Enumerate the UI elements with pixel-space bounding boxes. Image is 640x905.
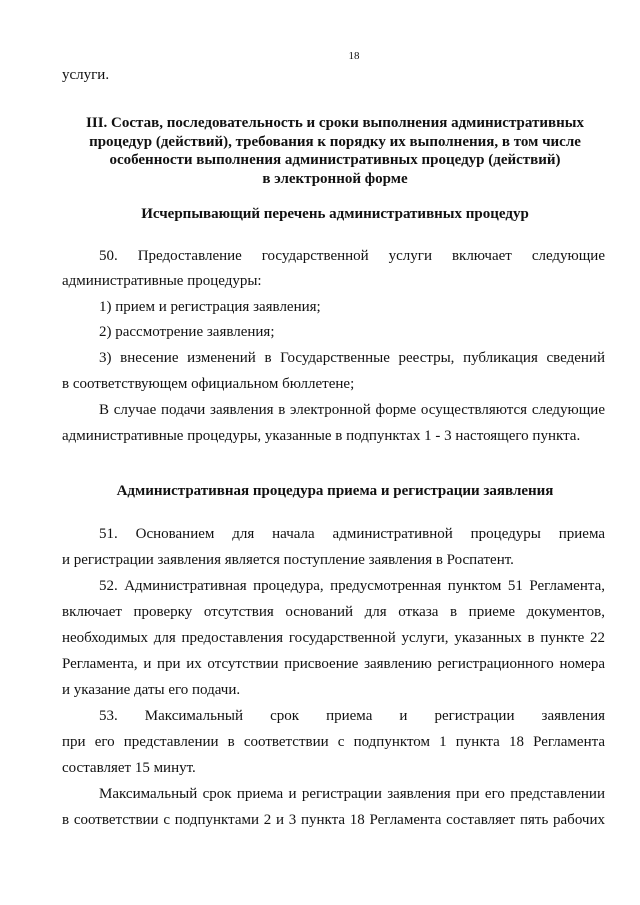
paragraph-line: включает проверку отсутствия оснований для отказа в приеме документов, [62, 604, 605, 620]
section-heading-line: в электронной форме [262, 171, 408, 187]
paragraph-line: административные процедуры, указанные в подпунктах 1 - 3 настоящего пункта. [62, 428, 581, 444]
paragraph-line: 51. Основанием для начала административной процедуры приема [99, 526, 605, 542]
section-heading-line: процедур (действий), требования к порядку их выполнения, в том числе [89, 134, 581, 150]
paragraph-line: необходимых для предоставления государственной услуги, указанных в пункте 22 [62, 630, 605, 646]
paragraph-line: Регламента, и при их отсутствии присвоение заявлению регистрационного номера [62, 656, 605, 672]
list-item: 1) прием и регистрация заявления; [99, 299, 321, 315]
paragraph-line: составляет 15 минут. [62, 760, 196, 776]
paragraph-line: Максимальный срок приема и регистрации заявления при его представлении [99, 786, 605, 802]
subsection-heading: Административная процедура приема и регистрации заявления [116, 483, 554, 499]
section-heading-line: особенности выполнения административных процедур (действий) [109, 152, 561, 168]
paragraph-line: В случае подачи заявления в электронной форме осуществляются следующие [99, 402, 605, 418]
paragraph-line: и регистрации заявления является поступление заявления в Роспатент. [62, 552, 514, 568]
list-item: 3) внесение изменений в Государственные реестры, публикация сведений [99, 350, 605, 366]
paragraph-line: в соответствующем официальном бюллетене; [62, 376, 355, 392]
list-item: 2) рассмотрение заявления; [99, 324, 275, 340]
section-heading-line: III. Состав, последовательность и сроки выполнения административных [86, 115, 584, 131]
paragraph-line: и указание даты его подачи. [62, 682, 241, 698]
page-number: 18 [348, 50, 360, 62]
paragraph-line: услуги. [62, 67, 110, 83]
paragraph-line: при его представлении в соответствии с подпунктом 1 пункта 18 Регламента [62, 734, 605, 750]
paragraph-line: в соответствии с подпунктами 2 и 3 пункта 18 Регламента составляет пять рабочих [62, 812, 605, 828]
paragraph-line: 53. Максимальный срок приема и регистрации заявления [99, 708, 605, 724]
paragraph-line: 50. Предоставление государственной услуги включает следующие [99, 248, 605, 264]
paragraph-line: административные процедуры: [62, 273, 262, 289]
paragraph-line: 52. Административная процедура, предусмотренная пунктом 51 Регламента, [99, 578, 605, 594]
subsection-heading: Исчерпывающий перечень административных процедур [141, 206, 529, 222]
